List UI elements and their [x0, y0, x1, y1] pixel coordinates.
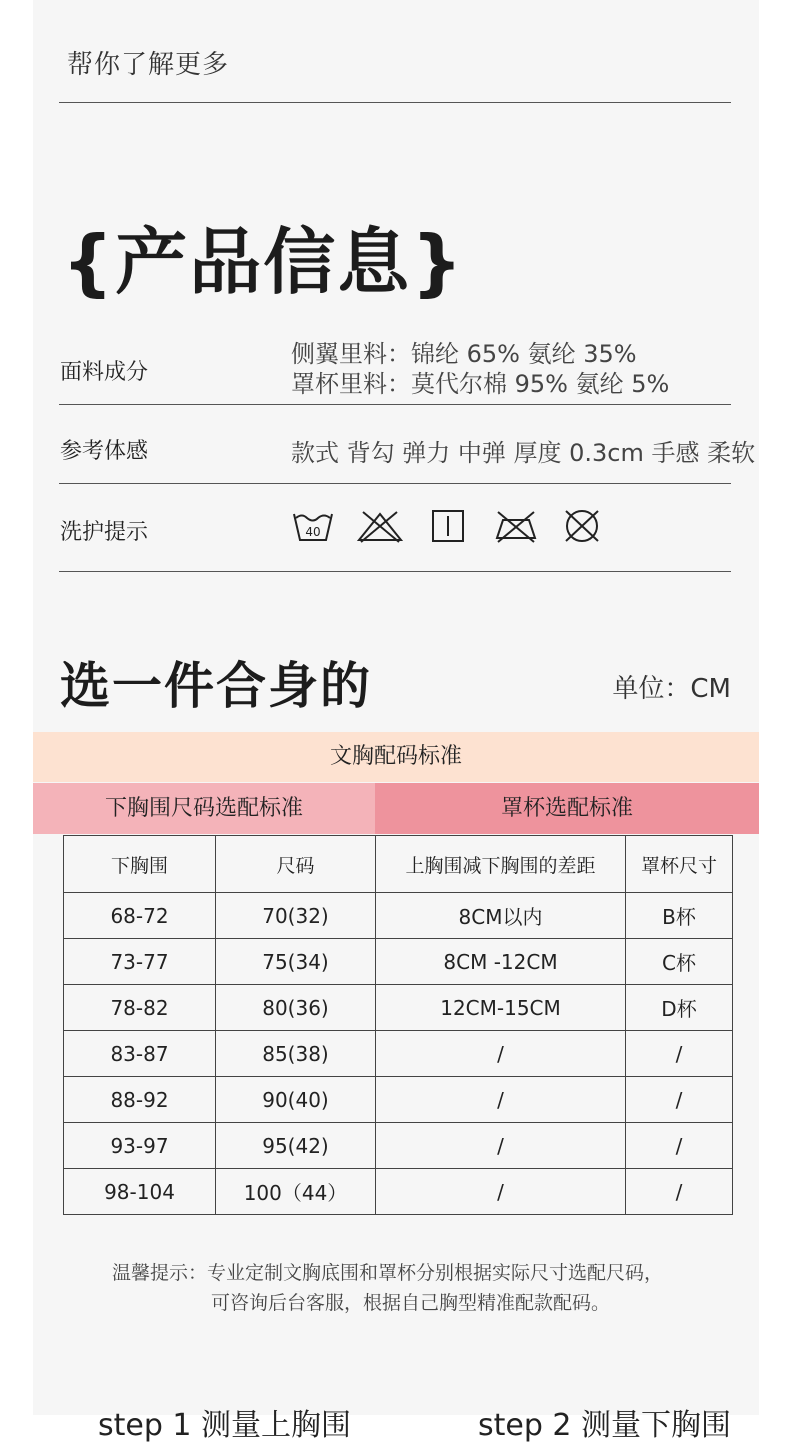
underbust-cell: 98-104	[64, 1169, 216, 1215]
tip-line-1: 温馨提示：专业定制文胸底围和罩杯分别根据实际尺寸选配尺码，	[112, 1262, 664, 1284]
no-iron-icon	[493, 508, 539, 544]
table-row	[64, 939, 733, 985]
table-row	[64, 1123, 733, 1169]
difference-cell: /	[376, 1077, 626, 1123]
size-cell: 90(40)	[216, 1077, 376, 1123]
unit-label: 单位：CM	[612, 674, 731, 704]
tip-line-2: 可咨询后台客服，根据自己胸型精准配款配码。	[211, 1292, 611, 1314]
column-header: 罩杯尺寸	[626, 836, 733, 893]
cup-cell: D杯	[626, 985, 733, 1031]
table-row	[64, 1169, 733, 1215]
table-row	[64, 1077, 733, 1123]
cup-cell: /	[626, 1123, 733, 1169]
difference-cell: 8CM -12CM	[376, 939, 626, 985]
cup-cell: C杯	[626, 939, 733, 985]
underbust-cell: 88-92	[64, 1077, 216, 1123]
cup-cell: B杯	[626, 893, 733, 939]
size-table	[63, 835, 733, 1215]
cup-header-band	[375, 783, 759, 834]
size-cell: 95(42)	[216, 1123, 376, 1169]
step-1-heading: step 1 测量上胸围	[98, 1408, 352, 1443]
size-cell: 70(32)	[216, 893, 376, 939]
cup-header: 罩杯选配标准	[500, 796, 633, 821]
fit-title: 选一件合身的	[60, 657, 372, 715]
underbust-header-band	[33, 783, 375, 834]
size-cell: 75(34)	[216, 939, 376, 985]
divider	[59, 102, 731, 103]
table-row	[64, 985, 733, 1031]
difference-cell: /	[376, 1123, 626, 1169]
underbust-cell: 68-72	[64, 893, 216, 939]
cup-cell: /	[626, 1077, 733, 1123]
column-header: 上胸围减下胸围的差距	[376, 836, 626, 893]
underbust-cell: 93-97	[64, 1123, 216, 1169]
size-cell: 100（44）	[216, 1169, 376, 1215]
size-cell: 80(36)	[216, 985, 376, 1031]
step-2-heading: step 2 测量下胸围	[478, 1408, 732, 1443]
no-dry-clean-icon	[560, 508, 604, 544]
underbust-cell: 78-82	[64, 985, 216, 1031]
wash-40-icon	[292, 508, 334, 544]
difference-cell: /	[376, 1169, 626, 1215]
line-dry-icon	[431, 508, 467, 544]
fabric-label: 面料成分	[60, 360, 149, 385]
divider	[59, 483, 731, 484]
underbust-cell: 83-87	[64, 1031, 216, 1077]
difference-cell: /	[376, 1031, 626, 1077]
divider	[59, 404, 731, 405]
table-header-row	[64, 836, 733, 893]
help-more-heading: 帮你了解更多	[67, 50, 230, 80]
product-info-title: {产品信息}	[62, 220, 465, 304]
size-standard-band	[33, 732, 759, 782]
difference-cell: 12CM-15CM	[376, 985, 626, 1031]
difference-cell: 8CM以内	[376, 893, 626, 939]
table-row	[64, 893, 733, 939]
underbust-header: 下胸围尺码选配标准	[104, 796, 303, 821]
table-row	[64, 1031, 733, 1077]
column-header: 尺码	[216, 836, 376, 893]
feel-label: 参考体感	[60, 439, 149, 464]
fabric-line-1: 侧翼里料：锦纶 65% 氨纶 35%	[291, 340, 637, 368]
size-cell: 85(38)	[216, 1031, 376, 1077]
fabric-line-2: 罩杯里料：莫代尔棉 95% 氨纶 5%	[291, 370, 670, 398]
column-header: 下胸围	[64, 836, 216, 893]
divider	[59, 571, 731, 572]
no-bleach-icon	[355, 508, 405, 544]
cup-cell: /	[626, 1031, 733, 1077]
underbust-cell: 73-77	[64, 939, 216, 985]
wash-temp: 40	[305, 525, 321, 539]
size-standard-title: 文胸配码标准	[329, 744, 462, 769]
feel-value: 款式 背勾 弹力 中弹 厚度 0.3cm 手感 柔软	[291, 439, 756, 467]
cup-cell: /	[626, 1169, 733, 1215]
care-label: 洗护提示	[60, 520, 149, 545]
